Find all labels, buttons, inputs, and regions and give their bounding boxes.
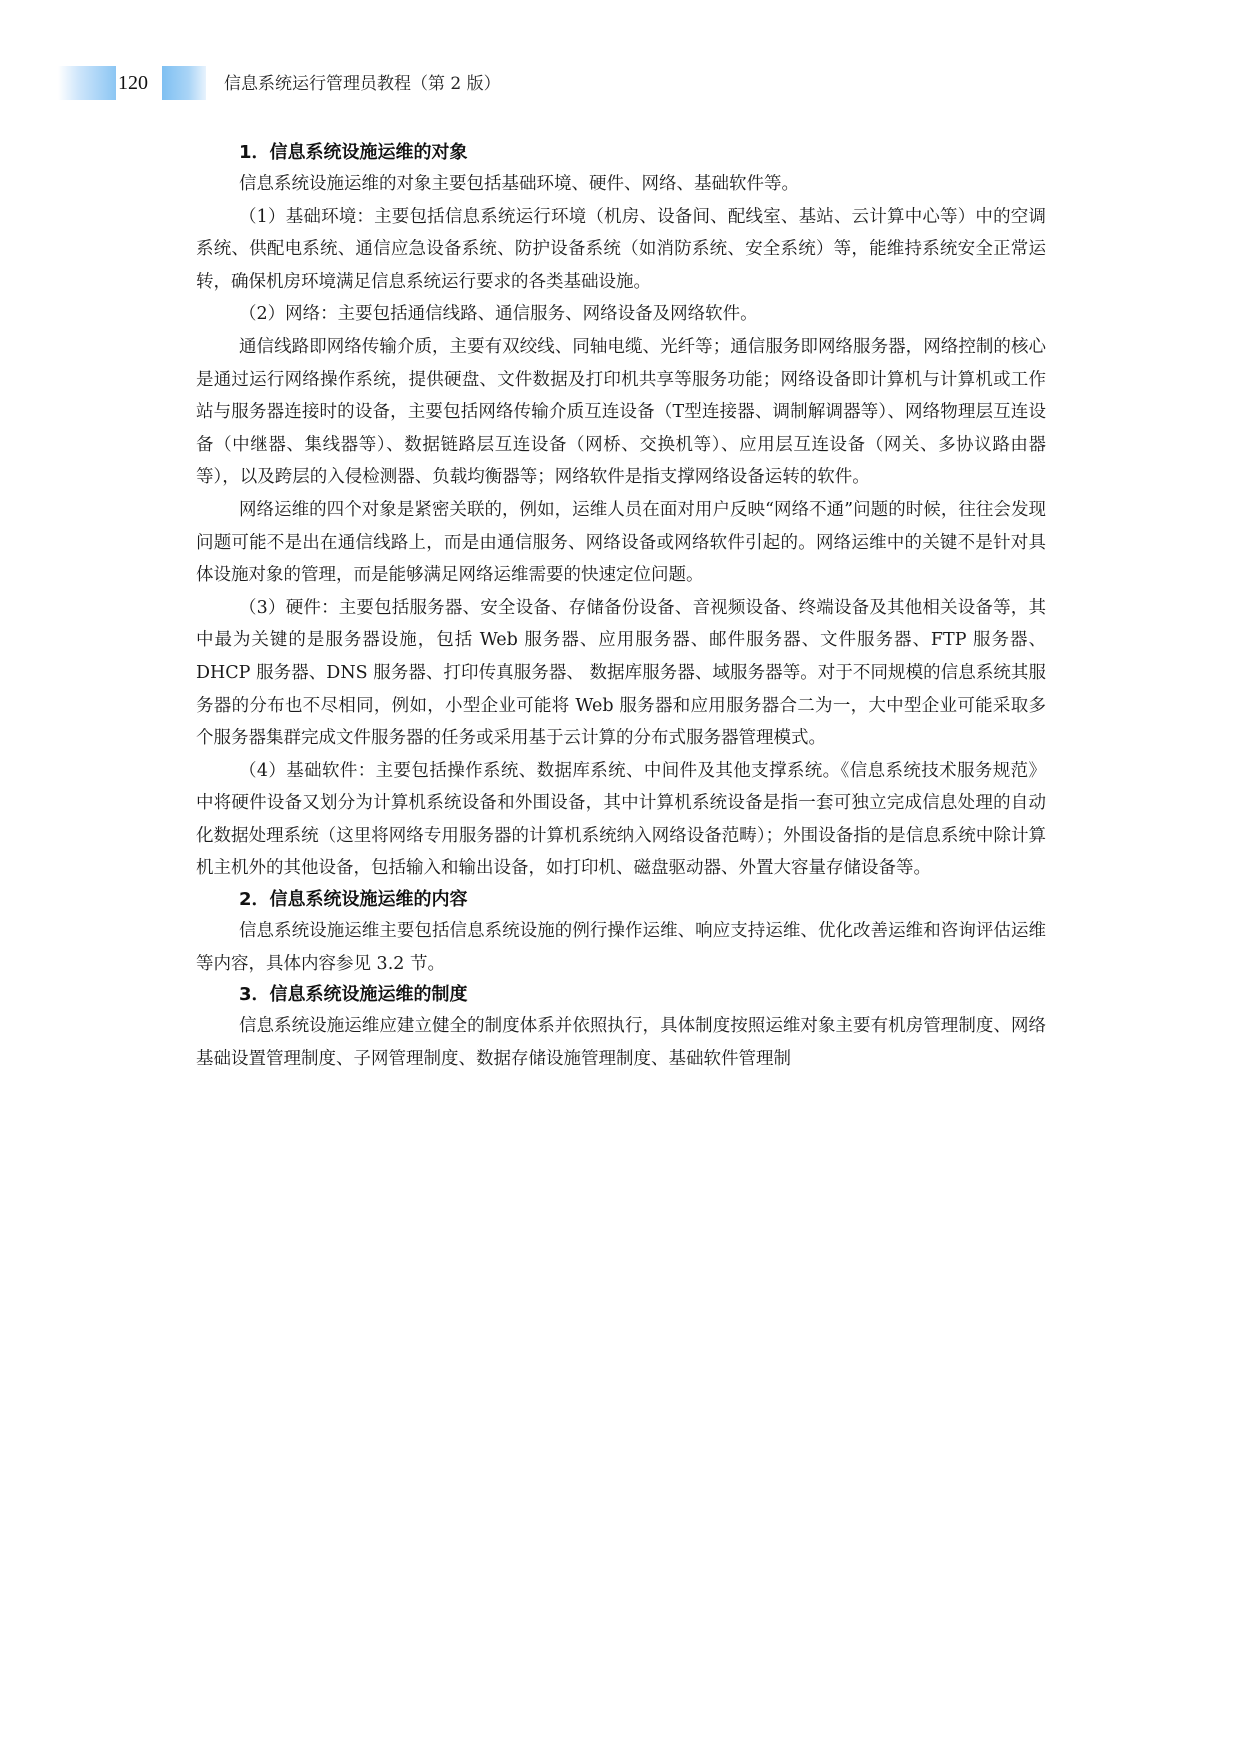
paragraph: （1）基础环境：主要包括信息系统运行环境（机房、设备间、配线室、基站、云计算中心等）中的空调系统、供配电系统、通信应急设备系统、防护设备系统（如消防系统、安全系统）等，能维持系统安全正常运转，确保机房环境满足信息系统运行要求的各类基础设施。: [196, 206, 1046, 292]
paragraph: （3）硬件：主要包括服务器、安全设备、存储备份设备、音视频设备、终端设备及其他相关设备等，其中最为关键的是服务器设施，包括 Web 服务器、应用服务器、邮件服务器、文件服务器、FTP 服务器、DHCP 服务器、DNS 服务器、打印传真服务器、 数据库服务器、域服务器等。对于不同规模的信息系统其服务器的分布也不尽相同，例如，小型企业可能将 Web 服务器和应用服务器合二为一，大中型企业可能采取多个服务器集群完成文件服务器的任务或采用基于云计算的分布式服务器管理模式。: [196, 597, 1046, 749]
section-heading-rules: 3．信息系统设施运维的制度: [239, 984, 468, 1006]
section-heading-content: 2．信息系统设施运维的内容: [239, 889, 468, 911]
header-gradient-left: [58, 66, 116, 100]
section-heading-objects: 1．信息系统设施运维的对象: [239, 142, 468, 163]
paragraph: 通信线路即网络传输介质，主要有双绞线、同轴电缆、光纤等；通信服务即网络服务器，网络控制的核心是通过运行网络操作系统，提供硬盘、文件数据及打印机共享等服务功能；网络设备即计算机与计算机或工作站与服务器连接时的设备，主要包括网络传输介质互连设备（T型连接器、调制解调器等）、网络物理层互连设备（中继器、集线器等）、数据链路层互连设备（网桥、交换机等）、应用层互连设备（网关、多协议路由器等），以及跨层的入侵检测器、负载均衡器等；网络软件是指支撑网络设备运转的软件。: [196, 336, 1046, 488]
paragraph: 信息系统设施运维主要包括信息系统设施的例行操作运维、响应支持运维、优化改善运维和咨询评估运维等内容，具体内容参见 3.2 节。: [196, 921, 1046, 974]
paragraph: 信息系统设施运维的对象主要包括基础环境、硬件、网络、基础软件等。: [239, 174, 799, 194]
paragraph: 网络运维的四个对象是紧密关联的，例如，运维人员在面对用户反映“网络不通”问题的时候，往往会发现问题可能不是出在通信线路上，而是由通信服务、网络设备或网络软件引起的。网络运维中的关键不是针对具体设施对象的管理，而是能够满足网络运维需要的快速定位问题。: [196, 499, 1046, 586]
paragraph: （2）网络：主要包括通信线路、通信服务、网络设备及网络软件。: [239, 304, 758, 325]
header-gradient-right: [162, 66, 206, 100]
page-number: 120: [118, 72, 148, 94]
running-title: 信息系统运行管理员教程（第 2 版）: [224, 74, 501, 94]
page-body: [196, 138, 1046, 1075]
paragraph: 信息系统设施运维应建立健全的制度体系并依照执行，具体制度按照运维对象主要有机房管理制度、网络基础设置管理制度、子网管理制度、数据存储设施管理制度、基础软件管理制: [196, 1016, 1046, 1069]
page-header: [58, 66, 658, 100]
paragraph: （4）基础软件：主要包括操作系统、数据库系统、中间件及其他支撑系统。《信息系统技术服务规范》中将硬件设备又划分为计算机系统设备和外围设备，其中计算机系统设备是指一套可独立完成信息处理的自动化数据处理系统（这里将网络专用服务器的计算机系统纳入网络设备范畴）；外围设备指的是信息系统中除计算机主机外的其他设备，包括输入和输出设备，如打印机、磁盘驱动器、外置大容量存储设备等。: [196, 760, 1046, 879]
